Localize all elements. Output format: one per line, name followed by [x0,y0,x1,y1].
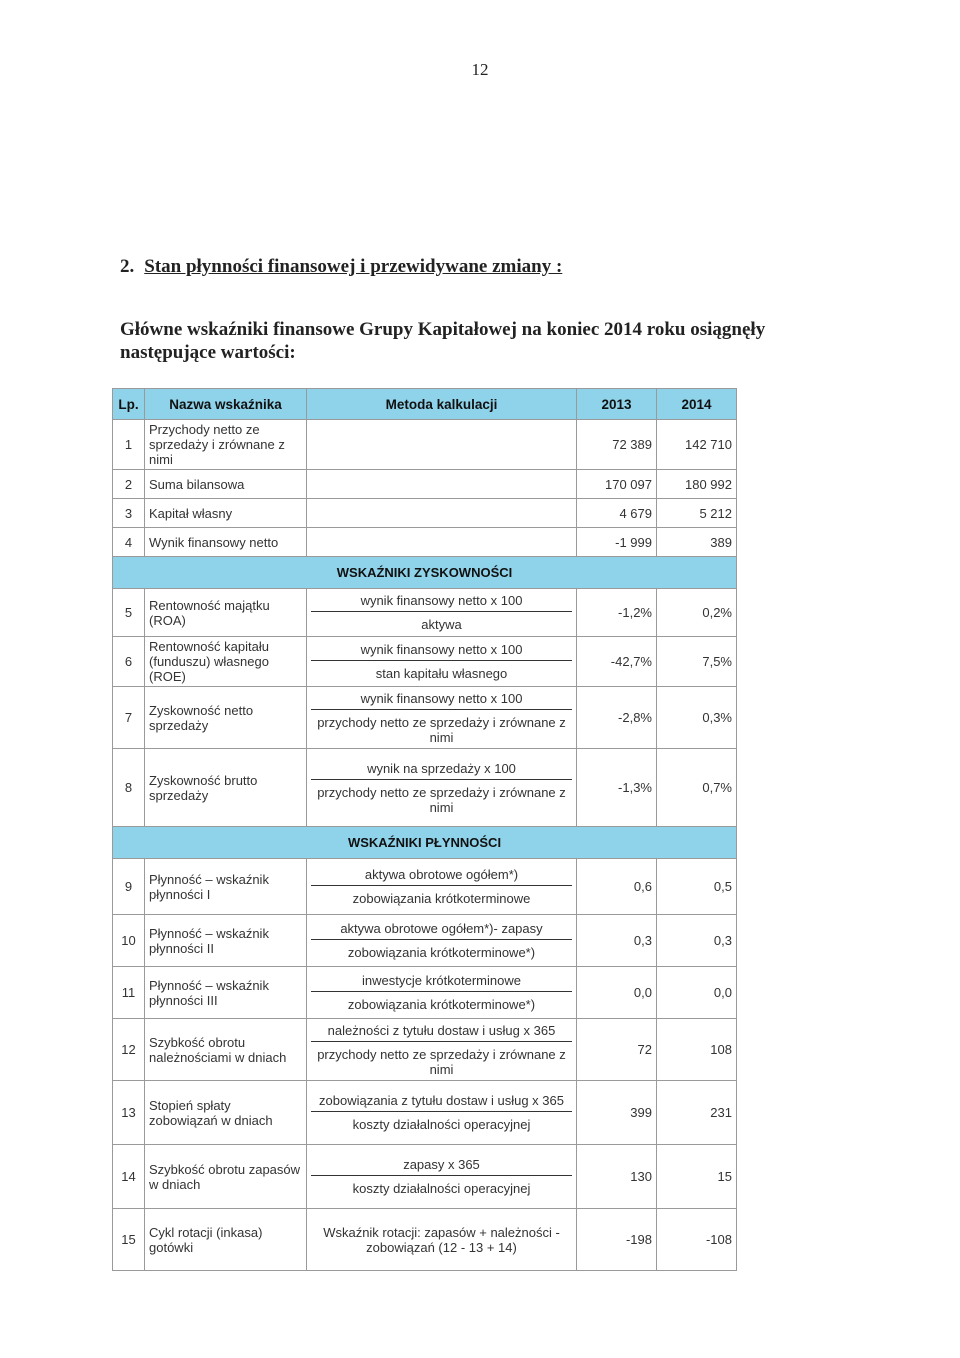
table-row [113,499,737,528]
table-row [113,859,737,915]
row-lp: 11 [113,967,145,1019]
row-2013: 0,6 [577,859,657,915]
formula-denominator: zobowiązania krótkoterminowe*) [311,991,572,1012]
section-row-profitability [113,557,737,589]
formula-text: Wskaźnik rotacji: zapasów + należności - zobowiązań (12 - 13 + 14) [323,1224,560,1255]
section-title-liquidity: WSKAŹNIKI PŁYNNOŚCI [113,827,737,859]
table-row [113,470,737,499]
row-2013: 0,0 [577,967,657,1019]
header-lp: Lp. [113,389,145,420]
row-name: Rentowność kapitału (funduszu) własnego (ROE) [145,637,307,687]
formula-denominator: przychody netto ze sprzedaży i zrównane z nimi [311,779,572,815]
row-formula [307,859,577,915]
row-lp: 10 [113,915,145,967]
row-2014: 389 [657,528,737,557]
formula-denominator: zobowiązania krótkoterminowe*) [311,939,572,960]
row-2013: 4 679 [577,499,657,528]
row-lp: 5 [113,589,145,637]
row-lp: 13 [113,1081,145,1145]
row-2013: -1,3% [577,749,657,827]
row-2013: 0,3 [577,915,657,967]
header-2013: 2013 [577,389,657,420]
row-lp: 9 [113,859,145,915]
formula-numerator: aktywa obrotowe ogółem*)- zapasy [340,921,543,936]
row-2013: -1,2% [577,589,657,637]
row-2014: 7,5% [657,637,737,687]
row-2014: 0,3% [657,687,737,749]
formula-numerator: inwestycje krótkoterminowe [362,973,521,988]
page-number: 12 [471,60,489,79]
section-number: 2. [120,256,135,277]
header-method: Metoda kalkulacji [307,389,577,420]
row-lp: 2 [113,470,145,499]
table-row [113,589,737,637]
row-name: Kapitał własny [145,499,307,528]
row-formula [307,915,577,967]
row-lp: 6 [113,637,145,687]
row-formula [307,687,577,749]
formula-numerator: wynik finansowy netto x 100 [360,690,523,706]
row-2014: 0,5 [657,859,737,915]
formula-denominator: przychody netto ze sprzedaży i zrównane z nimi [311,709,572,745]
row-name: Płynność – wskaźnik płynności II [145,915,307,967]
formula-denominator: koszty działalności operacyjnej [311,1175,572,1196]
table-row [113,637,737,687]
row-2013: -198 [577,1209,657,1271]
row-formula [307,1019,577,1081]
row-2013: 399 [577,1081,657,1145]
row-lp: 14 [113,1145,145,1209]
formula-denominator: zobowiązania krótkoterminowe [311,885,572,906]
row-name: Szybkość obrotu zapasów w dniach [145,1145,307,1209]
row-formula [307,1145,577,1209]
row-lp: 4 [113,528,145,557]
formula-numerator: wynik finansowy netto x 100 [360,642,523,657]
formula-denominator: stan kapitału własnego [311,660,572,681]
section-title-profitability: WSKAŹNIKI ZYSKOWNOŚCI [113,557,737,589]
row-2014: 0,3 [657,915,737,967]
formula-numerator: aktywa obrotowe ogółem*) [364,867,519,882]
row-2013: 72 [577,1019,657,1081]
row-2014: 15 [657,1145,737,1209]
row-formula [307,1081,577,1145]
table-row [113,687,737,749]
formula-denominator: przychody netto ze sprzedaży i zrównane z nimi [311,1041,572,1077]
row-2014: 0,7% [657,749,737,827]
section-title: Stan płynności finansowej i przewidywane zmiany : [144,256,563,277]
financial-ratios-table [112,388,737,1271]
formula-numerator: wynik finansowy netto x 100 [360,593,523,608]
formula-denominator: koszty działalności operacyjnej [311,1111,572,1132]
formula-numerator: zapasy x 365 [403,1157,480,1172]
row-name: Wynik finansowy netto [145,528,307,557]
row-lp: 15 [113,1209,145,1271]
row-2014: 0,2% [657,589,737,637]
row-formula [307,637,577,687]
row-name: Suma bilansowa [145,470,307,499]
row-lp: 1 [113,420,145,470]
row-2014: 180 992 [657,470,737,499]
row-2014: 108 [657,1019,737,1081]
table-row [113,749,737,827]
row-lp: 3 [113,499,145,528]
formula-numerator: zobowiązania z tytułu dostaw i usług x 365 [319,1093,564,1108]
formula-denominator: aktywa [311,611,572,632]
row-2013: -42,7% [577,637,657,687]
row-2014: 5 212 [657,499,737,528]
row-2013: 170 097 [577,470,657,499]
row-2014: 0,0 [657,967,737,1019]
row-lp: 8 [113,749,145,827]
row-formula [307,1209,577,1271]
row-name: Stopień spłaty zobowiązań w dniach [145,1081,307,1145]
row-formula [307,749,577,827]
row-formula [307,589,577,637]
row-name: Płynność – wskaźnik płynności I [145,859,307,915]
table-row [113,1019,737,1081]
table-row [113,1209,737,1271]
table-row [113,967,737,1019]
row-2014: 142 710 [657,420,737,470]
header-name: Nazwa wskaźnika [145,389,307,420]
row-name: Szybkość obrotu należnościami w dniach [145,1019,307,1081]
formula-numerator: należności z tytułu dostaw i usług x 365 [327,1022,556,1038]
row-lp: 12 [113,1019,145,1081]
row-method [307,420,577,470]
section-row-liquidity [113,827,737,859]
row-method [307,528,577,557]
header-2014: 2014 [657,389,737,420]
row-method [307,470,577,499]
table-row [113,420,737,470]
formula-numerator: wynik na sprzedaży x 100 [367,760,516,776]
row-name: Rentowność majątku (ROA) [145,589,307,637]
row-2013: 72 389 [577,420,657,470]
table-row [113,528,737,557]
table-row [113,1145,737,1209]
row-2014: 231 [657,1081,737,1145]
row-lp: 7 [113,687,145,749]
row-name: Cykl rotacji (inkasa) gotówki [145,1209,307,1271]
row-formula [307,967,577,1019]
table-row [113,1081,737,1145]
row-method [307,499,577,528]
row-2013: -2,8% [577,687,657,749]
table-row [113,915,737,967]
row-name: Płynność – wskaźnik płynności III [145,967,307,1019]
row-2013: 130 [577,1145,657,1209]
row-name: Zyskowność netto sprzedaży [145,687,307,749]
row-2013: -1 999 [577,528,657,557]
section-heading [120,256,562,278]
row-name: Zyskowność brutto sprzedaży [145,749,307,827]
row-name: Przychody netto ze sprzedaży i zrównane z nimi [145,420,307,470]
table-header-row [113,389,737,420]
intro-paragraph: Główne wskaźniki finansowe Grupy Kapitałowej na koniec 2014 roku osiągnęły następujące wartości: [120,319,766,363]
row-2014: -108 [657,1209,737,1271]
